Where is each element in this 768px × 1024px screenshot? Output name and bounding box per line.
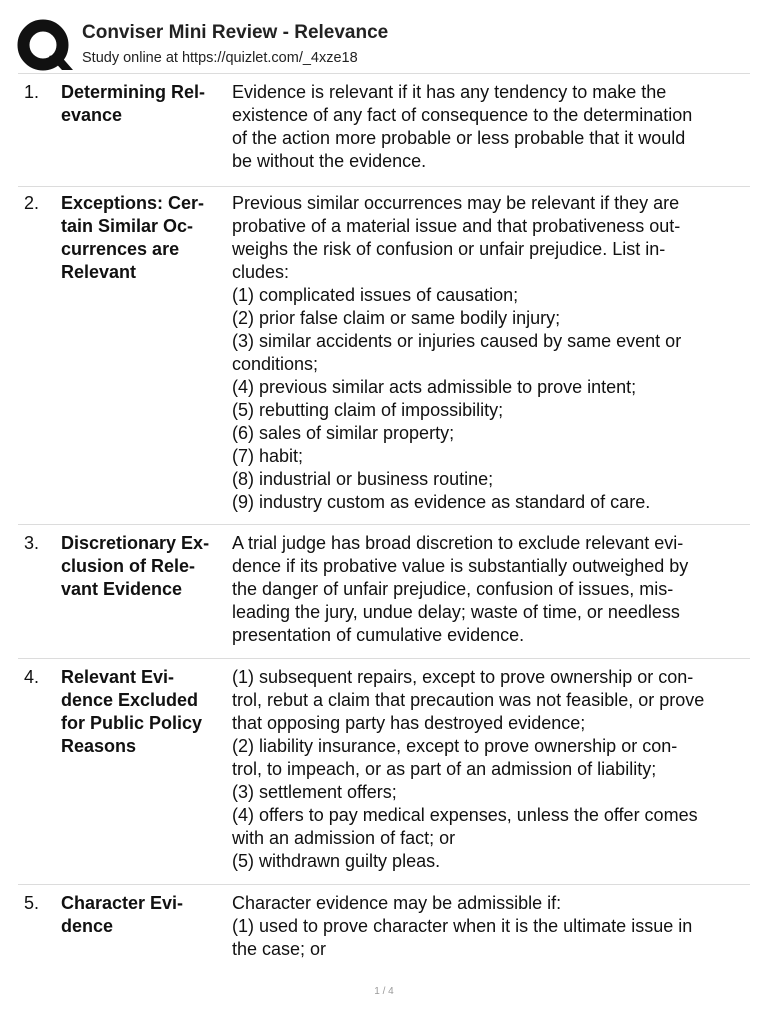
card-term-line: evance: [61, 105, 123, 125]
card-divider: [18, 524, 750, 525]
card-definition-line: (9) industry custom as evidence as standard of care.: [232, 492, 651, 512]
card-definition-line: (6) sales of similar property;: [232, 423, 455, 443]
card-number: 2.: [24, 193, 40, 213]
card-definition-line: Character evidence may be admissible if:: [232, 893, 562, 913]
card-term-line: currences are: [61, 239, 180, 259]
card-definition: [232, 81, 752, 173]
card-definition-line: the danger of unfair prejudice, confusion of issues, mis-: [232, 579, 674, 599]
card-term-line: Exceptions: Cer-: [61, 193, 205, 213]
card-term-line: Discretionary Ex-: [61, 533, 210, 553]
card-number: 4.: [24, 667, 40, 687]
card-definition-line: conditions;: [232, 354, 319, 374]
card-term-line: dence: [61, 916, 114, 936]
card-definition-line: trol, to impeach, or as part of an admission of liability;: [232, 759, 657, 779]
card-definition-line: existence of any fact of consequence to the determination: [232, 105, 693, 125]
card-term-line: vant Evidence: [61, 579, 183, 599]
card-term: [61, 532, 229, 601]
card-definition-line: (5) withdrawn guilty pleas.: [232, 851, 441, 871]
card-definition-line: of the action more probable or less probable that it would: [232, 128, 686, 148]
card-definition-line: Previous similar occurrences may be relevant if they are: [232, 193, 680, 213]
card-definition: [232, 192, 752, 514]
card-term-line: Relevant: [61, 262, 137, 282]
card-definition-line: Evidence is relevant if it has any tendency to make the: [232, 82, 667, 102]
card-definition-line: probative of a material issue and that probativeness out-: [232, 216, 681, 236]
card-definition-line: (8) industrial or business routine;: [232, 469, 494, 489]
card-definition-line: (3) similar accidents or injuries caused by same event or: [232, 331, 682, 351]
card-definition: [232, 532, 752, 647]
card-definition: [232, 666, 752, 873]
card-term-line: dence Excluded: [61, 690, 199, 710]
card-divider: [18, 658, 750, 659]
header-divider: [18, 73, 750, 74]
card-definition-line: be without the evidence.: [232, 151, 427, 171]
page-title: Conviser Mini Review - Relevance: [82, 22, 389, 43]
page-indicator: 1 / 4: [374, 986, 394, 997]
card-definition-line: that opposing party has destroyed evidence;: [232, 713, 586, 733]
card-term-line: Character Evi-: [61, 893, 184, 913]
card-definition-line: weighs the risk of confusion or unfair prejudice. List in-: [232, 239, 666, 259]
page-header: [0, 0, 768, 74]
card-divider: [18, 186, 750, 187]
card-definition-line: (5) rebutting claim of impossibility;: [232, 400, 504, 420]
card-definition-line: (7) habit;: [232, 446, 304, 466]
card-definition-line: dence if its probative value is substantially outweighed by: [232, 556, 689, 576]
card-term-line: clusion of Rele-: [61, 556, 196, 576]
card-term-line: tain Similar Oc-: [61, 216, 194, 236]
card-definition-line: (1) complicated issues of causation;: [232, 285, 519, 305]
card-definition-line: (4) previous similar acts admissible to prove intent;: [232, 377, 637, 397]
card-term-line: Determining Rel-: [61, 82, 206, 102]
study-online-link[interactable]: Study online at https://quizlet.com/_4xze18: [82, 50, 358, 66]
card-number: 5.: [24, 893, 40, 913]
card-definition-line: with an admission of fact; or: [232, 828, 456, 848]
card-definition-line: leading the jury, undue delay; waste of time, or needless: [232, 602, 680, 622]
card-term: [61, 666, 229, 758]
card-definition-line: (3) settlement offers;: [232, 782, 397, 802]
card-definition-line: the case; or: [232, 939, 327, 959]
card-definition-line: presentation of cumulative evidence.: [232, 625, 525, 645]
card-number: 3.: [24, 533, 40, 553]
card-definition-line: (4) offers to pay medical expenses, unless the offer comes: [232, 805, 698, 825]
card-divider: [18, 884, 750, 885]
card-definition: [232, 892, 752, 961]
card-number: 1.: [24, 82, 40, 102]
card-term: [61, 192, 229, 284]
card-definition-line: (1) used to prove character when it is the ultimate issue in: [232, 916, 693, 936]
card-definition-line: trol, rebut a claim that precaution was not feasible, or prove: [232, 690, 705, 710]
card-definition-line: cludes:: [232, 262, 290, 282]
card-definition-line: (2) prior false claim or same bodily injury;: [232, 308, 561, 328]
card-term-line: Relevant Evi-: [61, 667, 175, 687]
card-definition-line: A trial judge has broad discretion to exclude relevant evi-: [232, 533, 684, 553]
quizlet-logo-icon: [16, 18, 74, 76]
card-term: [61, 81, 229, 127]
card-definition-line: (2) liability insurance, except to prove ownership or con-: [232, 736, 678, 756]
card-term-line: Reasons: [61, 736, 137, 756]
card-term: [61, 892, 229, 938]
card-term-line: for Public Policy: [61, 713, 203, 733]
card-definition-line: (1) subsequent repairs, except to prove ownership or con-: [232, 667, 694, 687]
